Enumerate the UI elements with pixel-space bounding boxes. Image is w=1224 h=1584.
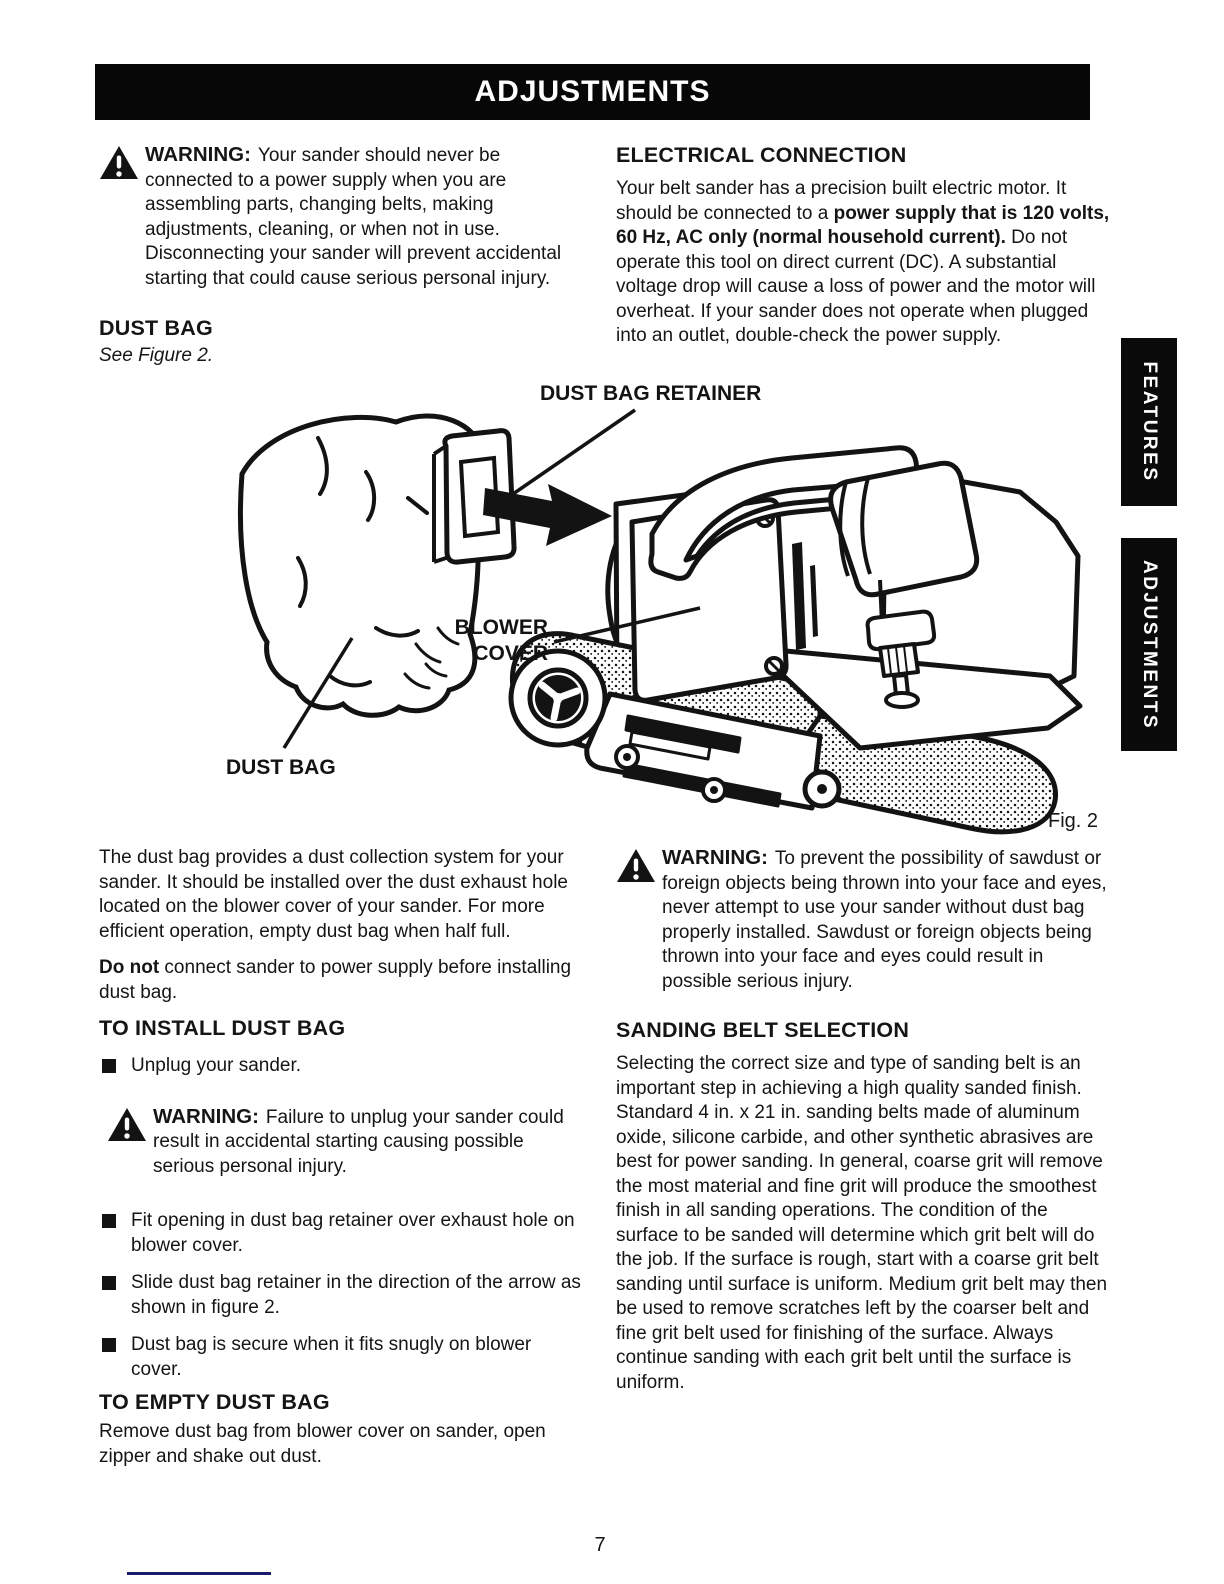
bullet-unplug (99, 1054, 581, 1079)
electrical-connection-heading: ELECTRICAL CONNECTION (616, 143, 907, 167)
side-tab-features-label: FEATURES (1139, 361, 1160, 483)
empty-dust-bag-paragraph: Remove dust bag from blower cover on sander, open zipper and shake out dust. (99, 1421, 546, 1467)
warning-block-right (616, 846, 1114, 994)
warning-block-top (99, 143, 571, 291)
warning-block-middle (107, 1105, 581, 1180)
do-not-bold: Do not (99, 957, 160, 978)
install-dust-bag-heading: TO INSTALL DUST BAG (99, 1016, 346, 1040)
square-bullet-icon (102, 1338, 116, 1352)
side-tab-adjustments (1121, 538, 1177, 751)
warning-triangle-icon (107, 1107, 147, 1143)
square-bullet-icon (102, 1059, 116, 1073)
electrical-connection-paragraph (616, 177, 1110, 349)
figure-label-retainer: DUST BAG RETAINER (540, 382, 762, 405)
bullet-fit-text: Fit opening in dust bag retainer over exhaust hole on blower cover. (131, 1210, 575, 1256)
side-tab-features (1121, 338, 1177, 506)
belt-sander-drawing (511, 448, 1080, 832)
page-number: 7 (594, 1534, 606, 1556)
square-bullet-icon (102, 1214, 116, 1228)
warning-text: Your sander should never be connected to a power supply when you are assembling parts, changing belts, making adjustments, cleaning, or when not in use. Disconnecting your sander will prevent accidental starting that could cause serious personal injury. (145, 145, 562, 289)
figure-2 (180, 376, 1100, 848)
bullet-unplug-text: Unplug your sander. (131, 1055, 302, 1076)
warning-label: WARNING: (145, 143, 251, 166)
electrical-text-post: Do not operate this tool on direct current (DC). A substantial voltage drop will cause a loss of power and the motor will overheat. If your sander does not operate when plugged into an outlet, double-check the power supply. (616, 227, 1096, 346)
electrical-text-bold: power supply that is 120 volts, 60 Hz, AC only (normal household current). (616, 202, 1110, 248)
warning-triangle-icon (107, 1105, 153, 1148)
right-column-top (616, 143, 1110, 349)
figure-caption: Fig. 2 (1048, 810, 1099, 832)
figure-label-bag: DUST BAG (226, 756, 336, 779)
bullet-slide-text: Slide dust bag retainer in the direction of the arrow as shown in figure 2. (131, 1272, 581, 1318)
left-column-bottom (99, 846, 581, 1469)
left-column-top (99, 143, 571, 369)
warning-label: WARNING: (662, 846, 768, 869)
square-bullet-icon (102, 1276, 116, 1290)
bullet-fit (99, 1209, 581, 1258)
warning-paragraph (153, 1105, 581, 1180)
warning-triangle-icon (99, 145, 139, 181)
warning-paragraph (145, 143, 571, 291)
footer-rule (127, 1572, 271, 1575)
warning-label: WARNING: (153, 1104, 259, 1128)
dust-bag-heading: DUST BAG (99, 316, 213, 340)
figure-label-blower-line2: COVER (473, 642, 548, 665)
right-column-bottom (616, 846, 1114, 1395)
bullet-secure-text: Dust bag is secure when it fits snugly on blower cover. (131, 1334, 532, 1380)
warning-paragraph (662, 846, 1114, 994)
figure-2-illustration (180, 376, 1100, 848)
do-not-rest: connect sander to power supply before installing dust bag. (99, 957, 572, 1003)
sanding-belt-selection-paragraph: Selecting the correct size and type of sanding belt is an important step in achieving a high quality sanded finish. Standard 4 in. x 21 in. sanding belts made of aluminum oxide, silicone carbide, and other synthetic abrasives are best for power sanding. In general, coarse grit will remove the most material and fine grit will produce the smoothest finish in all sanding operations. The condition of the surface to be sanded will determine which grit belt will do the job. If the surface is rough, start with a coarse grit belt sanding until surface is uniform. Medium grit belt may then be used to remove scratches left by the coarser belt and fine grit belt used for finishing of the surface. Always continue sanding with each grit belt until the surface is uniform. (616, 1053, 1108, 1393)
sanding-belt-selection-heading: SANDING BELT SELECTION (616, 1018, 910, 1042)
side-tab-adjustments-label: ADJUSTMENTS (1139, 559, 1160, 730)
bullet-secure (99, 1333, 581, 1382)
do-not-connect-paragraph (99, 956, 581, 1005)
warning-text: To prevent the possibility of sawdust or foreign objects being thrown into your face and eyes, never attempt to use your sander without dust bag properly installed. Sawdust or foreign objects being thrown into your face and eyes could result in possible serious injury. (662, 848, 1107, 992)
warning-text: Failure to unplug your sander could result in accidental starting causing possible serious personal injury. (153, 1106, 564, 1177)
empty-dust-bag-heading: TO EMPTY DUST BAG (99, 1390, 330, 1414)
electrical-text-pre: Your belt sander has a precision built electric motor. It should be connected to a (616, 178, 1067, 224)
figure-label-blower-line1: BLOWER (454, 616, 548, 639)
page-title: ADJUSTMENTS (474, 75, 711, 108)
warning-triangle-icon (99, 143, 145, 186)
dust-bag-paragraph: The dust bag provides a dust collection system for your sander. It should be installed over the dust exhaust hole located on the blower cover of your sander. For more efficient operation, empty dust bag when half full. (99, 847, 568, 942)
bullet-slide (99, 1271, 581, 1320)
warning-triangle-icon (616, 846, 662, 889)
page-title-bar (95, 64, 1090, 120)
warning-triangle-icon (616, 848, 656, 884)
dust-bag-subheading: See Figure 2. (99, 345, 214, 366)
